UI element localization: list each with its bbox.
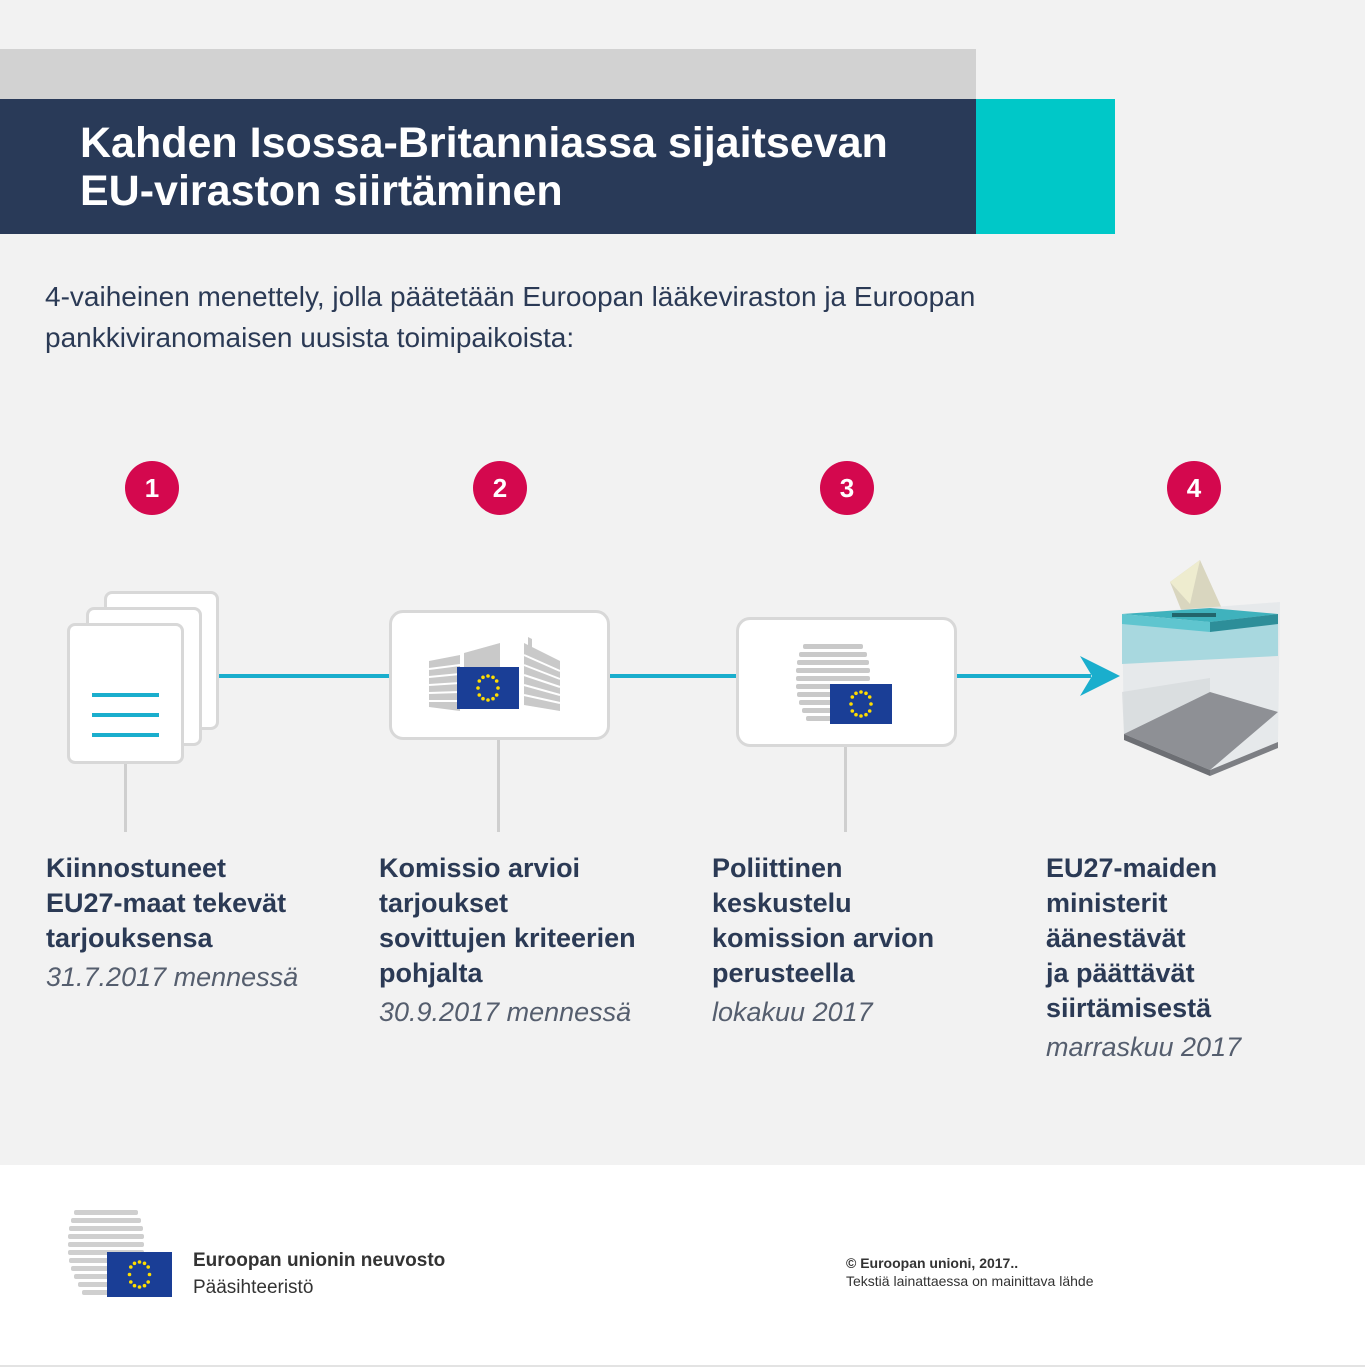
step-3-text [712, 851, 934, 991]
step-3-badge: 3 [820, 461, 874, 515]
ballot-box-icon [1110, 552, 1290, 782]
council-building-icon [739, 620, 954, 744]
step-4-line-3: äänestävät [1046, 923, 1186, 953]
eu-flag [830, 684, 892, 724]
step-3-card [736, 617, 957, 747]
connector-3-4 [956, 674, 1091, 678]
step-3-line-3: komission arvion [712, 923, 935, 953]
commission-building-icon [392, 613, 607, 737]
step-3-line-4: perusteella [712, 958, 855, 988]
step-3-stem [844, 745, 847, 832]
page-title-line1: Kahden Isossa-Britanniassa sijaitsevan [80, 119, 888, 167]
step-2-line-3: sovittujen kriteerien [379, 923, 636, 953]
eu-flag [107, 1252, 172, 1297]
step-4-line-5: siirtämisestä [1046, 993, 1212, 1023]
step-4-text [1046, 851, 1217, 1026]
step-2-date: 30.9.2017 mennessä [379, 997, 632, 1027]
step-2-line-2: tarjoukset [379, 888, 509, 918]
step-2-line-4: pohjalta [379, 958, 483, 988]
document-line-3 [92, 733, 159, 737]
step-3-line-1: Poliittinen [712, 853, 843, 883]
connector-1-2 [218, 674, 391, 678]
step-4-line-2: ministerit [1046, 888, 1168, 918]
step-2-line-1: Komissio arvioi [379, 853, 581, 883]
step-2-card [389, 610, 610, 740]
eu-flag [457, 667, 519, 709]
org-subtitle: Pääsihteeristö [193, 1277, 314, 1298]
step-2-text [379, 851, 636, 991]
org-name: Euroopan unionin neuvosto [193, 1250, 446, 1271]
page-title [80, 119, 960, 215]
document-line-2 [92, 713, 159, 717]
step-3-line-2: keskustelu [712, 888, 852, 918]
intro-line2: pankkiviranomaisen uusista toimipaikoista: [45, 322, 575, 353]
step-4-badge: 4 [1167, 461, 1221, 515]
step-1-date: 31.7.2017 mennessä [46, 962, 299, 992]
header-accent-block [976, 99, 1115, 234]
copyright-note: Tekstiä lainattaessa on mainittava lähde [846, 1273, 1094, 1289]
step-3-date: lokakuu 2017 [712, 997, 873, 1027]
step-4-line-1: EU27-maiden [1046, 853, 1218, 883]
step-1-line-1: Kiinnostuneet [46, 853, 226, 883]
copyright: © Euroopan unioni, 2017.. [846, 1255, 1019, 1271]
step-2-stem [497, 738, 500, 832]
header-grey-band [0, 49, 976, 99]
step-4-line-4: ja päättävät [1046, 958, 1195, 988]
council-logo-icon [66, 1208, 176, 1300]
step-1-stem [124, 762, 127, 832]
document-line-1 [92, 693, 159, 697]
step-1-line-2: EU27-maat tekevät [46, 888, 287, 918]
intro-line1: 4-vaiheinen menettely, jolla päätetään Euroopan lääkeviraston ja Euroopan [45, 281, 976, 312]
step-1-line-3: tarjouksensa [46, 923, 213, 953]
step-1-text [46, 851, 286, 956]
step-4-date: marraskuu 2017 [1046, 1032, 1242, 1062]
step-1-badge: 1 [125, 461, 179, 515]
step-2-badge: 2 [473, 461, 527, 515]
page-title-line2: EU-viraston siirtäminen [80, 167, 563, 215]
connector-2-3 [608, 674, 738, 678]
intro-text [45, 276, 1195, 358]
